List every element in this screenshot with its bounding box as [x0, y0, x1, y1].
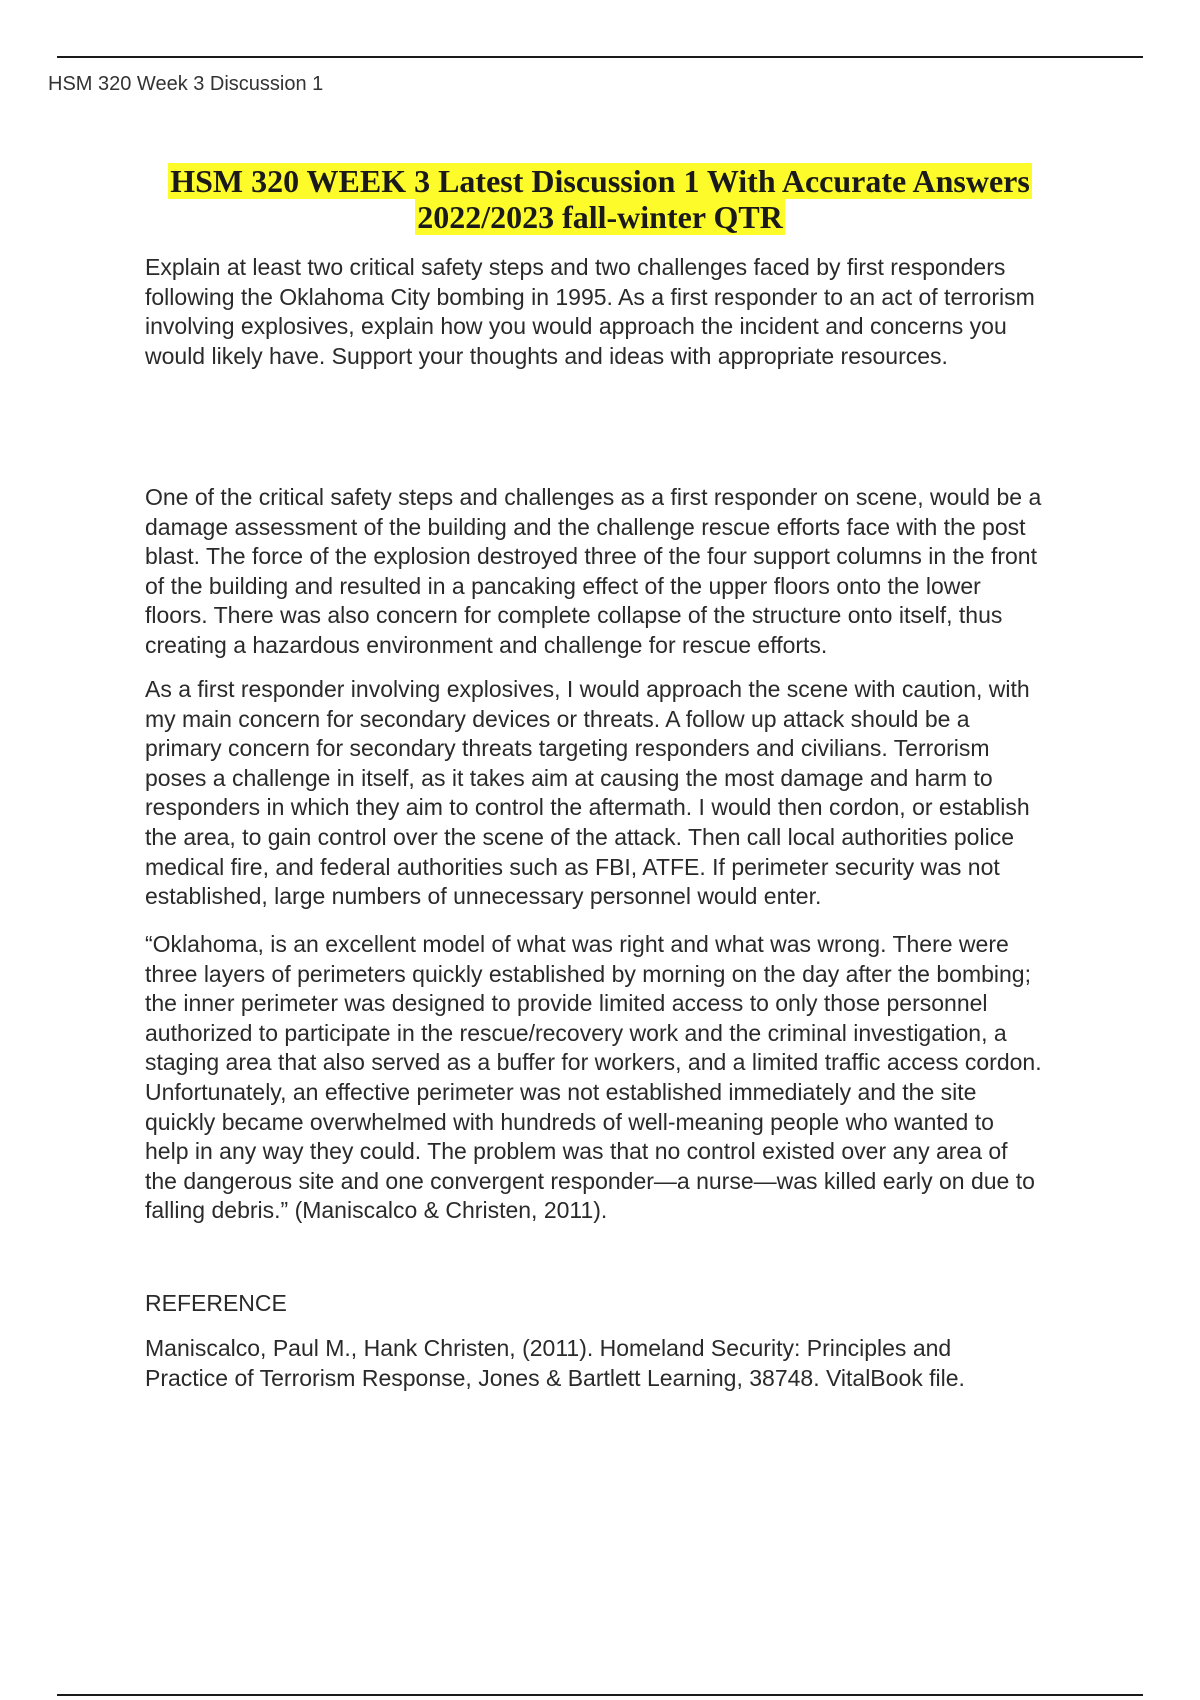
paragraph-line: poses a challenge in itself, as it takes aim at causing the most damage and harm to	[145, 764, 993, 791]
paragraph-line: the area, to gain control over the scene of the attack. Then call local authorities police	[145, 823, 1014, 850]
reference-line: Practice of Terrorism Response, Jones & Bartlett Learning, 38748. VitalBook file.	[145, 1364, 965, 1391]
header-divider	[57, 56, 1143, 58]
prompt-line: would likely have. Support your thoughts and ideas with appropriate resources.	[145, 342, 948, 369]
paragraph-line: medical fire, and federal authorities such as FBI, ATFE. If perimeter security was not	[145, 853, 1000, 880]
paragraph-line: the inner perimeter was designed to provide limited access to only those personnel	[145, 990, 988, 1017]
reference-entry	[145, 1334, 1095, 1393]
paragraph-line: my main concern for secondary devices or threats. A follow up attack should be a	[145, 705, 970, 732]
answer-paragraph-3-quote	[145, 930, 1095, 1226]
paragraph-line: help in any way they could. The problem was that no control existed over any area of	[145, 1138, 1008, 1165]
prompt-line: following the Oklahoma City bombing in 1995. As a first responder to an act of terrorism	[145, 283, 1035, 310]
paragraph-line: falling debris.” (Maniscalco & Christen, 2011).	[145, 1197, 608, 1224]
paragraph-line: “Oklahoma, is an excellent model of what was right and what was wrong. There were	[145, 931, 1009, 957]
answer-paragraph-2	[145, 675, 1095, 912]
paragraph-line: damage assessment of the building and the challenge rescue efforts face with the post	[145, 513, 1026, 540]
answer-paragraph-1	[145, 483, 1095, 661]
paragraph-line: One of the critical safety steps and challenges as a first responder on scene, would be a	[145, 484, 1042, 510]
paragraph-line: Unfortunately, an effective perimeter was not established immediately and the site	[145, 1078, 977, 1105]
reference-line: Maniscalco, Paul M., Hank Christen, (2011). Homeland Security: Principles and	[145, 1335, 952, 1361]
paragraph-line: authorized to participate in the rescue/recovery work and the criminal investigation, a	[145, 1019, 1007, 1046]
paragraph-line: staging area that also served as a buffer for workers, and a limited traffic access cordon.	[145, 1049, 1042, 1076]
paragraph-line: primary concern for secondary threats targeting responders and civilians. Terrorism	[145, 735, 990, 762]
paragraph-line: responders in which they aim to control the aftermath. I would then cordon, or establish	[145, 794, 1030, 821]
paragraph-line: floors. There was also concern for complete collapse of the structure onto itself, thus	[145, 602, 1003, 629]
title-line: 2022/2023 fall-winter QTR	[417, 199, 783, 235]
running-header: HSM 320 Week 3 Discussion 1	[48, 73, 324, 95]
paragraph-line: quickly became overwhelmed with hundreds of well-meaning people who wanted to	[145, 1108, 994, 1135]
reference-heading: REFERENCE	[145, 1290, 287, 1316]
paragraph-line: As a first responder involving explosives, I would approach the scene with caution, with	[145, 676, 1030, 702]
prompt-line: involving explosives, explain how you would approach the incident and concerns you	[145, 313, 1007, 340]
discussion-prompt	[145, 253, 1095, 371]
paragraph-line: the dangerous site and one convergent responder—a nurse—was killed early on due to	[145, 1167, 1035, 1194]
footer-divider	[57, 1694, 1143, 1696]
prompt-line: Explain at least two critical safety steps and two challenges faced by first responders	[145, 254, 1006, 280]
paragraph-line: of the building and resulted in a pancaking effect of the upper floors onto the lower	[145, 572, 981, 599]
paragraph-line: established, large numbers of unnecessary personnel would enter.	[145, 883, 822, 910]
paragraph-line: blast. The force of the explosion destroyed three of the four support columns in the front	[145, 543, 1037, 570]
document-title	[100, 163, 1100, 235]
paragraph-line: three layers of perimeters quickly established by morning on the day after the bombing;	[145, 960, 1031, 987]
paragraph-line: creating a hazardous environment and challenge for rescue efforts.	[145, 631, 828, 658]
title-line: HSM 320 WEEK 3 Latest Discussion 1 With Accurate Answers	[170, 163, 1030, 199]
